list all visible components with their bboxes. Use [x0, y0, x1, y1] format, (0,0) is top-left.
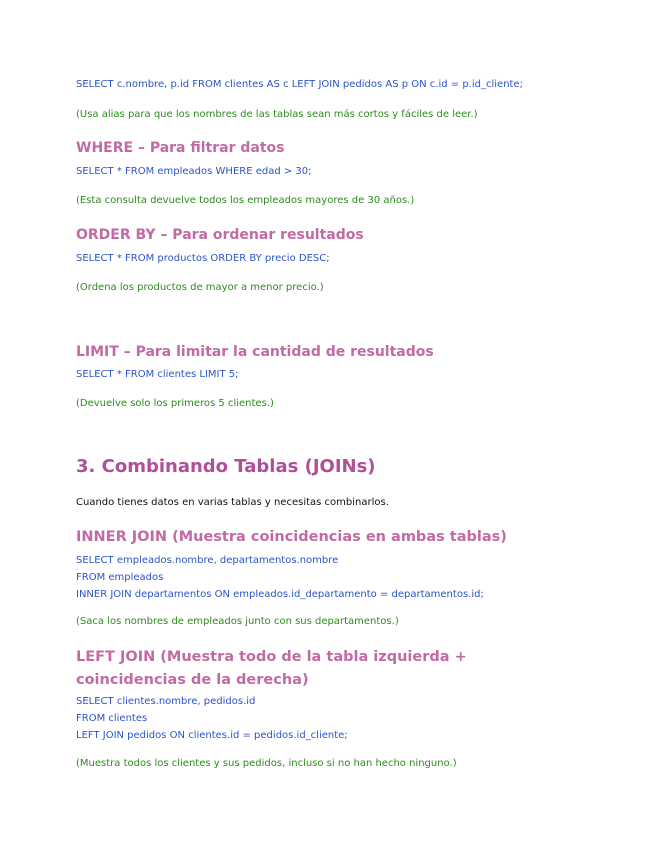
code-where: SELECT * FROM empleados WHERE edad > 30; [76, 166, 312, 177]
code-line: LEFT JOIN pedidos ON clientes.id = pedidos.id_cliente; [76, 730, 348, 741]
note-where: (Esta consulta devuelve todos los empleados mayores de 30 años.) [76, 195, 415, 206]
heading-where: WHERE – Para filtrar datos [76, 140, 285, 156]
heading-section-3: 3. Combinando Tablas (JOINs) [76, 456, 376, 477]
code-inner-join [76, 552, 615, 603]
note-limit: (Devuelve solo los primeros 5 clientes.) [76, 398, 274, 409]
code-left-join [76, 693, 615, 744]
heading-left-join: LEFT JOIN (Muestra todo de la tabla izquierda + coincidencias de la derecha) [76, 649, 467, 688]
code-orderby: SELECT * FROM productos ORDER BY precio DESC; [76, 253, 330, 264]
code-line: SELECT clientes.nombre, pedidos.id [76, 696, 256, 707]
code-limit: SELECT * FROM clientes LIMIT 5; [76, 369, 239, 380]
note-left-join: (Muestra todos los clientes y sus pedidos, incluso si no han hecho ninguno.) [76, 758, 457, 769]
note-inner-join: (Saca los nombres de empleados junto con sus departamentos.) [76, 616, 399, 627]
heading-inner-join: INNER JOIN (Muestra coincidencias en ambas tablas) [76, 529, 507, 545]
heading-limit: LIMIT – Para limitar la cantidad de resultados [76, 344, 434, 360]
code-line: FROM clientes [76, 713, 148, 724]
note-orderby: (Ordena los productos de mayor a menor precio.) [76, 282, 324, 293]
code-join-alias: SELECT c.nombre, p.id FROM clientes AS c LEFT JOIN pedidos AS p ON c.id = p.id_cliente; [76, 79, 523, 90]
note-join-alias: (Usa alias para que los nombres de las tablas sean más cortos y fáciles de leer.) [76, 109, 478, 120]
code-line: SELECT empleados.nombre, departamentos.nombre [76, 555, 339, 566]
section-3-intro: Cuando tienes datos en varias tablas y necesitas combinarlos. [76, 497, 389, 508]
code-line: FROM empleados [76, 572, 164, 583]
code-line: INNER JOIN departamentos ON empleados.id_departamento = departamentos.id; [76, 589, 484, 600]
heading-orderby: ORDER BY – Para ordenar resultados [76, 227, 364, 243]
